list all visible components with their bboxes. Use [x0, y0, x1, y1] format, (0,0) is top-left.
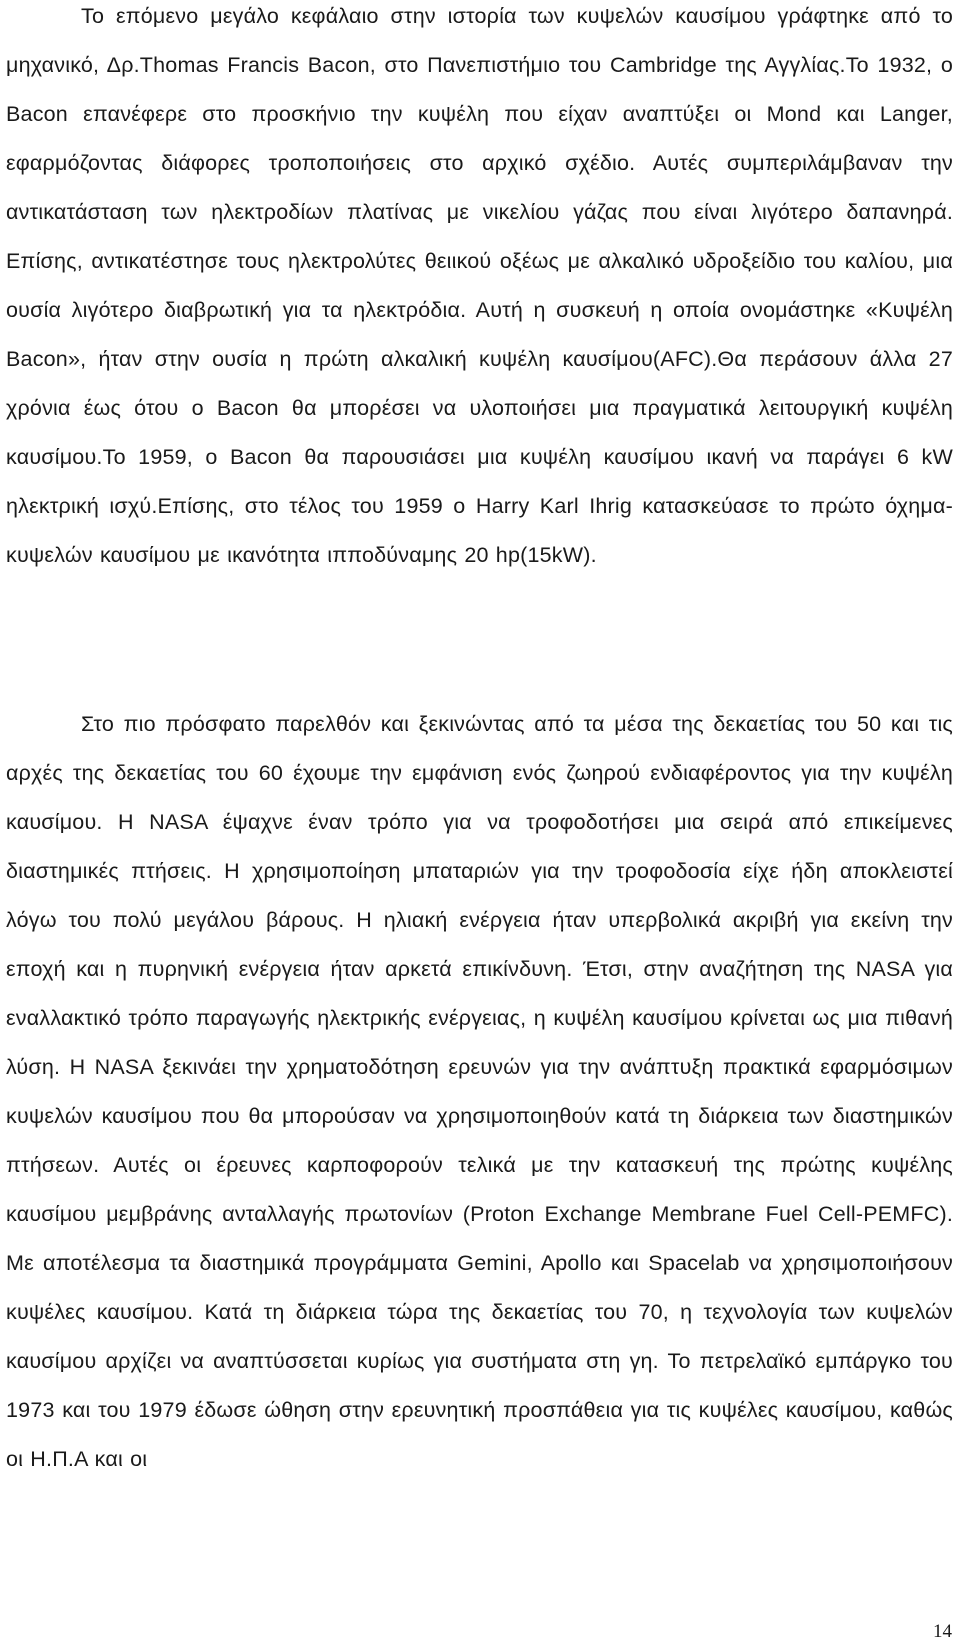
paragraph-bacon-history: Το επόμενο μεγάλο κεφάλαιο στην ιστορία των κυψελών καυσίμου γράφτηκε από το μηχανικό, Δρ.Thomas Francis Bacon, στο Πανεπιστήμιο του Cambridge της Αγγλίας.Το 1932, ο Bacon επανέφερε στο προσκήνιο την κυψέλη που είχαν αναπτύξει οι Mond και Langer, εφαρμόζοντας διάφορες τροποποιήσεις στο αρχικό σχέδιο. Αυτές συμπεριλάμβαναν την αντικατάσταση των ηλεκτροδίων πλατίνας με νικελίου γάζας που είναι λιγότερο δαπανηρά. Επίσης, αντικατέστησε τους ηλεκτρολύτες θειικού οξέως με αλκαλικό υδροξείδιο του καλίου, μια ουσία λιγότερο διαβρωτική για τα ηλεκτρόδια. Αυτή η συσκευή η οποία ονομάστηκε «Κυψέλη Bacon», ήταν στην ουσία η πρώτη αλκαλική κυψέλη καυσίμου(AFC).Θα περάσουν άλλα 27 χρόνια έως ότου ο Bacon θα μπορέσει να υλοποιήσει μια πραγματικά λειτουργική κυψέλη καυσίμου.Το 1959, ο Bacon θα παρουσιάσει μια κυψέλη καυσίμου ικανή να παράγει 6 kW ηλεκτρική ισχύ.Επίσης, στο τέλος του 1959 ο Harry Karl Ihrig κατασκεύασε το πρώτο όχημα-κυψελών καυσίμου με ικανότητα ιπποδύναμης 20 hp(15kW). — [6, 4, 953, 567]
paragraph-nasa-history: Στο πιο πρόσφατο παρελθόν και ξεκινώντας από τα μέσα της δεκαετίας του 50 και τις αρχές της δεκαετίας του 60 έχουμε την εμφάνιση ενός ζωηρού ενδιαφέροντος για την κυψέλη καυσίμου. Η NASA έψαχνε έναν τρόπο για να τροφοδοτήσει μια σειρά από επικείμενες διαστημικές πτήσεις. Η χρησιμοποίηση μπαταριών για την τροφοδοσία είχε ήδη αποκλειστεί λόγω του πολύ μεγάλου βάρους. Η ηλιακή ενέργεια ήταν υπερβολικά ακριβή για εκείνη την εποχή και η πυρηνική ενέργεια ήταν αρκετά επικίνδυνη. Έτσι, στην αναζήτηση της NASA για εναλλακτικό τρόπο παραγωγής ηλεκτρικής ενέργειας, η κυψέλη καυσίμου κρίνεται ως μια πιθανή λύση. Η NASA ξεκινάει την χρηματοδότηση ερευνών για την ανάπτυξη πρακτικά εφαρμόσιμων κυψελών καυσίμου που θα μπορούσαν να χρησιμοποιηθούν κατά τη διάρκεια των διαστημικών πτήσεων. Αυτές οι έρευνες καρποφορούν τελικά με την κατασκευή της πρώτης κυψέλης καυσίμου μεμβράνης ανταλλαγής πρωτονίων (Proton Exchange Membrane Fuel Cell-PEMFC). Με αποτέλεσμα τα διαστημικά προγράμματα Gemini, Apollo και Spacelab να χρησιμοποιήσουν κυψέλες καυσίμου. Κατά τη διάρκεια τώρα της δεκαετίας του 70, η τεχνολογία των κυψελών καυσίμου αρχίζει να αναπτύσσεται κυρίως για συστήματα στη γη. Το πετρελαϊκό εμπάργκο του 1973 και του 1979 έδωσε ώθηση στην ερευνητική προσπάθεια για τις κυψέλες καυσίμου, καθώς οι Η.Π.Α και οι — [6, 712, 953, 1471]
page-number: 14 — [933, 1621, 952, 1642]
